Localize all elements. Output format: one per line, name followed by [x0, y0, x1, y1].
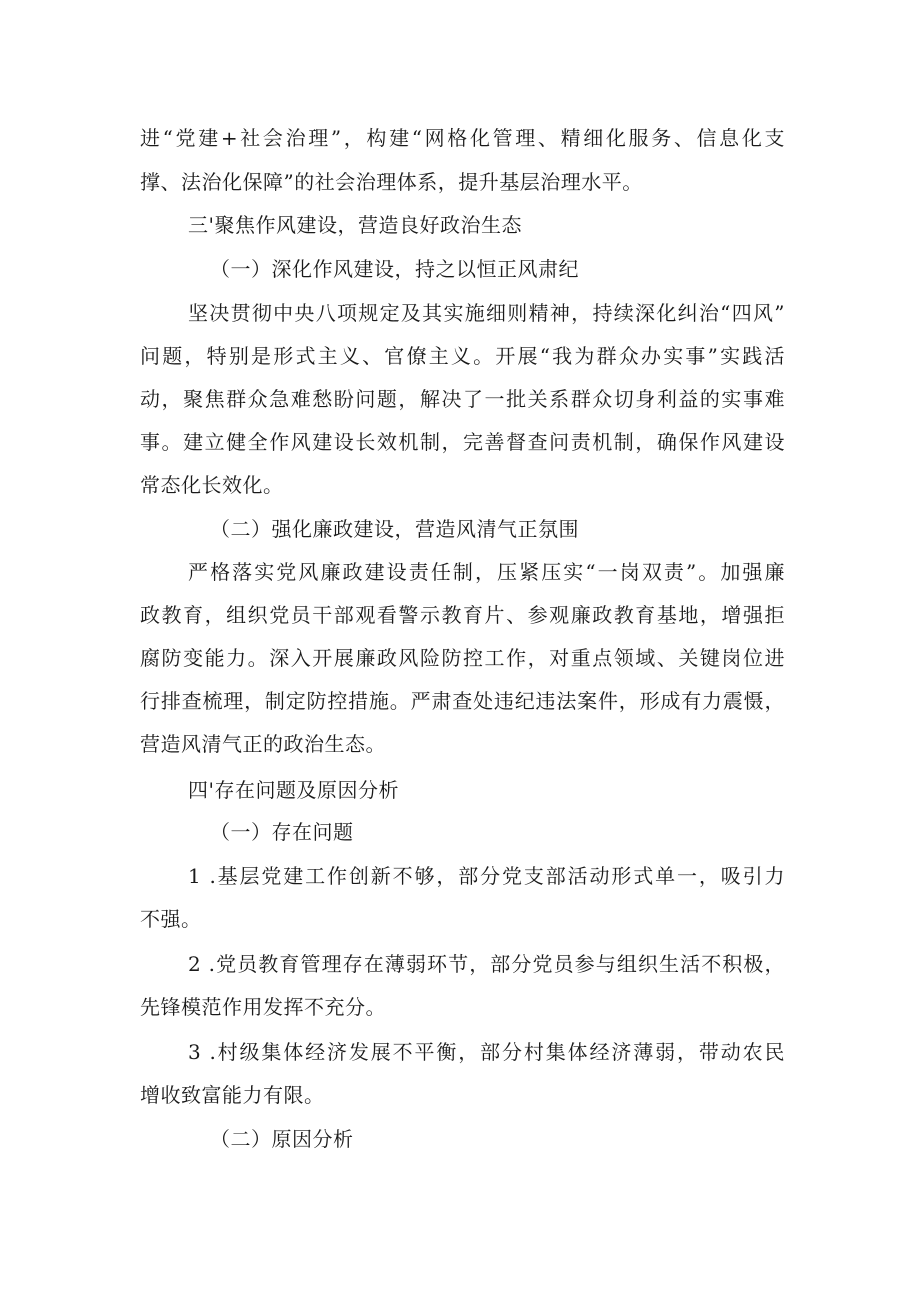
subsection-heading: （一）深化作风建设，持之以恒正风肃纪	[210, 257, 579, 281]
paragraph-line: 进“党建+社会治理”，构建“网格化管理、精细化服务、信息化支	[140, 126, 785, 150]
section-heading: 三'聚焦作风建设，营造良好政治生态	[188, 213, 522, 237]
list-item-line: 2 .党员教育管理存在薄弱环节，部分党员参与组织生活不积极，	[188, 952, 785, 976]
paragraph-line: 常态化长效化。	[140, 473, 284, 497]
paragraph-line: 事。建立健全作风建设长效机制，完善督查问责机制，确保作风建设	[140, 430, 785, 454]
paragraph-line: 问题，特别是形式主义、官僚主义。开展“我为群众办实事”实践活	[140, 344, 785, 368]
paragraph-line: 撑、法治化保障”的社会治理体系，提升基层治理水平。	[140, 170, 643, 194]
list-item-line: 1 .基层党建工作创新不够，部分党支部活动形式单一，吸引力	[188, 864, 785, 888]
paragraph-line: 政教育，组织党员干部观看警示教育片、参观廉政教育基地，增强拒	[140, 603, 785, 627]
list-item-line: 3 .村级集体经济发展不平衡，部分村集体经济薄弱，带动农民	[188, 1040, 785, 1064]
subsection-heading: （一）存在问题	[210, 820, 354, 844]
subsection-heading: （二）原因分析	[210, 1127, 354, 1151]
subsection-heading: （二）强化廉政建设，营造风清气正氛围	[210, 517, 579, 541]
paragraph-line: 营造风清气正的政治生态。	[140, 732, 386, 756]
paragraph-line: 动，聚焦群众急难愁盼问题，解决了一批关系群众切身利益的实事难	[140, 387, 785, 411]
list-item-line: 先锋模范作用发挥不充分。	[140, 995, 386, 1019]
paragraph-line: 坚决贯彻中央八项规定及其实施细则精神，持续深化纠治“四风”	[188, 301, 785, 325]
paragraph-line: 行排查梳理，制定防控措施。严肃查处违纪违法案件，形成有力震慑，	[140, 689, 785, 713]
paragraph-line: 腐防变能力。深入开展廉政风险防控工作，对重点领域、关键岗位进	[140, 646, 785, 670]
section-heading: 四'存在问题及原因分析	[188, 778, 399, 802]
list-item-line: 不强。	[140, 907, 202, 931]
paragraph-line: 严格落实党风廉政建设责任制，压紧压实“一岗双责”。加强廉	[188, 560, 785, 584]
list-item-line: 增收致富能力有限。	[140, 1083, 325, 1107]
